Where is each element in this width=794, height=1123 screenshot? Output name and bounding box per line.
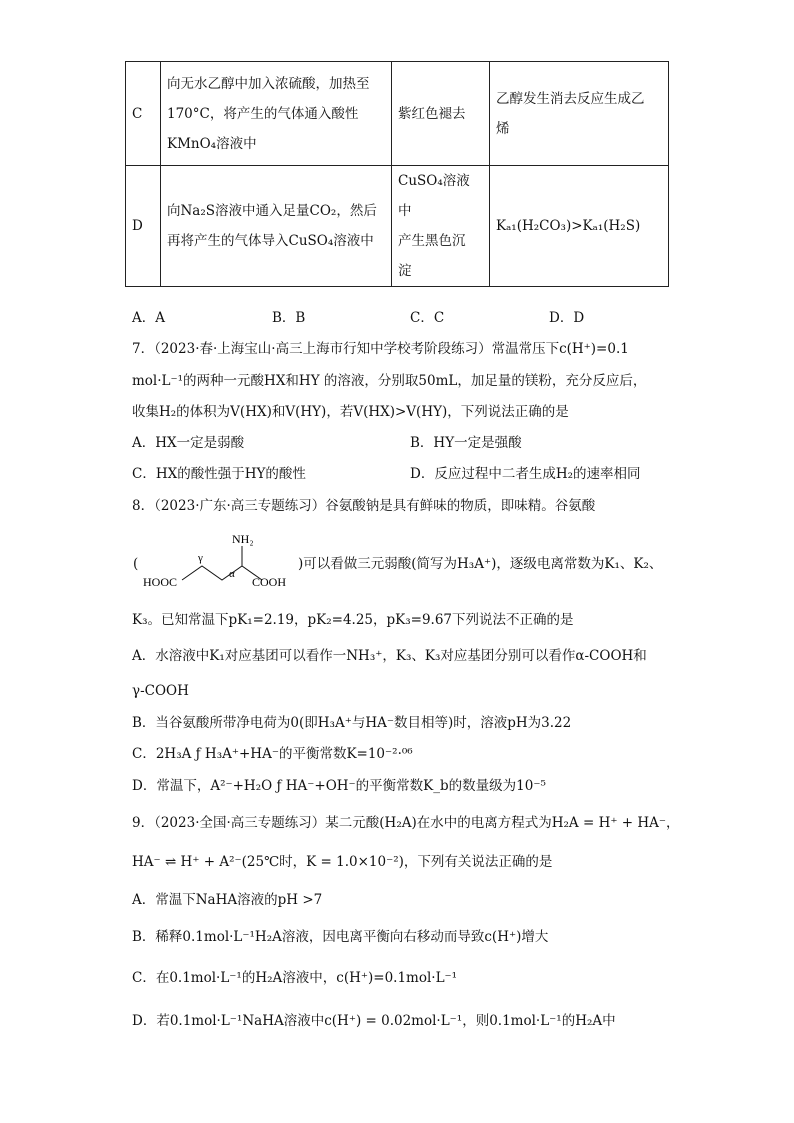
phenomenon-cell: CuSO₄溶液中 产生黑色沉 淀 (392, 166, 490, 287)
q9-option-d: D．若0.1mol·L⁻¹NaHA溶液中c(H⁺) = 0.02mol·L⁻¹，则0.1mol·L⁻¹的H₂A中 (132, 1013, 616, 1029)
q9-stem-line2: HA⁻ ⇌ H⁺ + A²⁻(25℃时，K = 1.0×10⁻²)，下列有关说法正确的是 (132, 854, 553, 870)
conclusion-cell: Kₐ₁(H₂CO₃)>Kₐ₁(H₂S) (490, 166, 669, 287)
q6-option-d: D．D (549, 310, 585, 326)
q8-option-a-cont: γ-COOH (132, 683, 189, 699)
operation-cell: 向无水乙醇中加入浓硫酸，加热至 170°C，将产生的气体通入酸性 KMnO₄溶液中 (161, 62, 392, 166)
nh2-label: NH₂ (232, 532, 254, 546)
q8-paren-open: ( (133, 556, 139, 572)
q6-option-c: C．C (410, 310, 445, 326)
gamma-label: γ (198, 552, 203, 564)
q9-stem-line1: 9．（2023·全国·高三专题练习）某二元酸(H₂A)在水中的电离方程式为H₂A = H⁺ + HA⁻， (132, 815, 680, 831)
q7-stem-line3: 收集H₂的体积为V(HX)和V(HY)，若V(HX)>V(HY)，下列说法正确的是 (132, 404, 569, 420)
q7-option-c: C．HX的酸性强于HY的酸性 (132, 466, 306, 482)
q7-option-b: B．HY一定是强酸 (410, 435, 522, 451)
operation-cell: 向Na₂S溶液中通入足量CO₂，然后 再将产生的气体导入CuSO₄溶液中 (161, 166, 392, 287)
alpha-label: α (229, 568, 235, 580)
q8-option-c: C．2H₃A ƒ H₃A⁺+HA⁻的平衡常数K=10⁻²·⁰⁶ (132, 746, 413, 762)
q9-option-a: A．常温下NaHA溶液的pH >7 (132, 892, 323, 908)
q8-stem-line1: 8．（2023·广东·高三专题练习）谷氨酸钠是具有鲜味的物质，即味精。谷氨酸 (132, 498, 596, 514)
q7-stem-line1: 7．（2023·春·上海宝山·高三上海市行知中学校考阶段练习）常温常压下c(H⁺)=0.1 (132, 341, 629, 357)
experiment-table (125, 61, 669, 287)
conclusion-cell: 乙醇发生消去反应生成乙 烯 (490, 62, 669, 166)
hooc-label: HOOC (143, 575, 178, 589)
q7-stem-line2: mol·L⁻¹的两种一元酸HX和HY 的溶液，分别取50mL，加足量的镁粉，充分反应后， (132, 373, 647, 389)
q8-option-b: B．当谷氨酸所带净电荷为0(即H₃A⁺与HA⁻数目相等)时，溶液pH为3.22 (132, 715, 572, 731)
glutamic-acid-structure (140, 530, 298, 592)
q8-option-d: D．常温下，A²⁻+H₂O ƒ HA⁻+OH⁻的平衡常数K_b的数量级为10⁻⁵ (132, 778, 546, 794)
q8-option-a: A．水溶液中K₁对应基团可以看作一NH₃⁺，K₃、K₃对应基团分别可以看作α-COOH和 (132, 648, 647, 664)
q8-stem-line2: )可以看做三元弱酸(简写为H₃A⁺)，逐级电离常数为K₁、K₂、 (298, 556, 663, 572)
phenomenon-cell: 紫红色褪去 (392, 62, 490, 166)
table-row (126, 166, 669, 287)
q8-stem-line3: K₃。已知常温下pK₁=2.19，pK₂=4.25，pK₃=9.67下列说法不正确的是 (132, 612, 574, 628)
q7-option-a: A．HX一定是弱酸 (132, 435, 245, 451)
cooh-label: COOH (252, 575, 287, 589)
q6-option-a: A．A (132, 310, 165, 326)
table-row (126, 62, 669, 166)
row-label: C (126, 62, 161, 166)
row-label: D (126, 166, 161, 287)
q9-option-c: C．在0.1mol·L⁻¹的H₂A溶液中，c(H⁺)=0.1mol·L⁻¹ (132, 970, 458, 986)
q9-option-b: B．稀释0.1mol·L⁻¹H₂A溶液，因电离平衡向右移动而导致c(H⁺)增大 (132, 929, 549, 945)
q6-option-b: B．B (272, 310, 306, 326)
q7-option-d: D．反应过程中二者生成H₂的速率相同 (410, 466, 641, 482)
